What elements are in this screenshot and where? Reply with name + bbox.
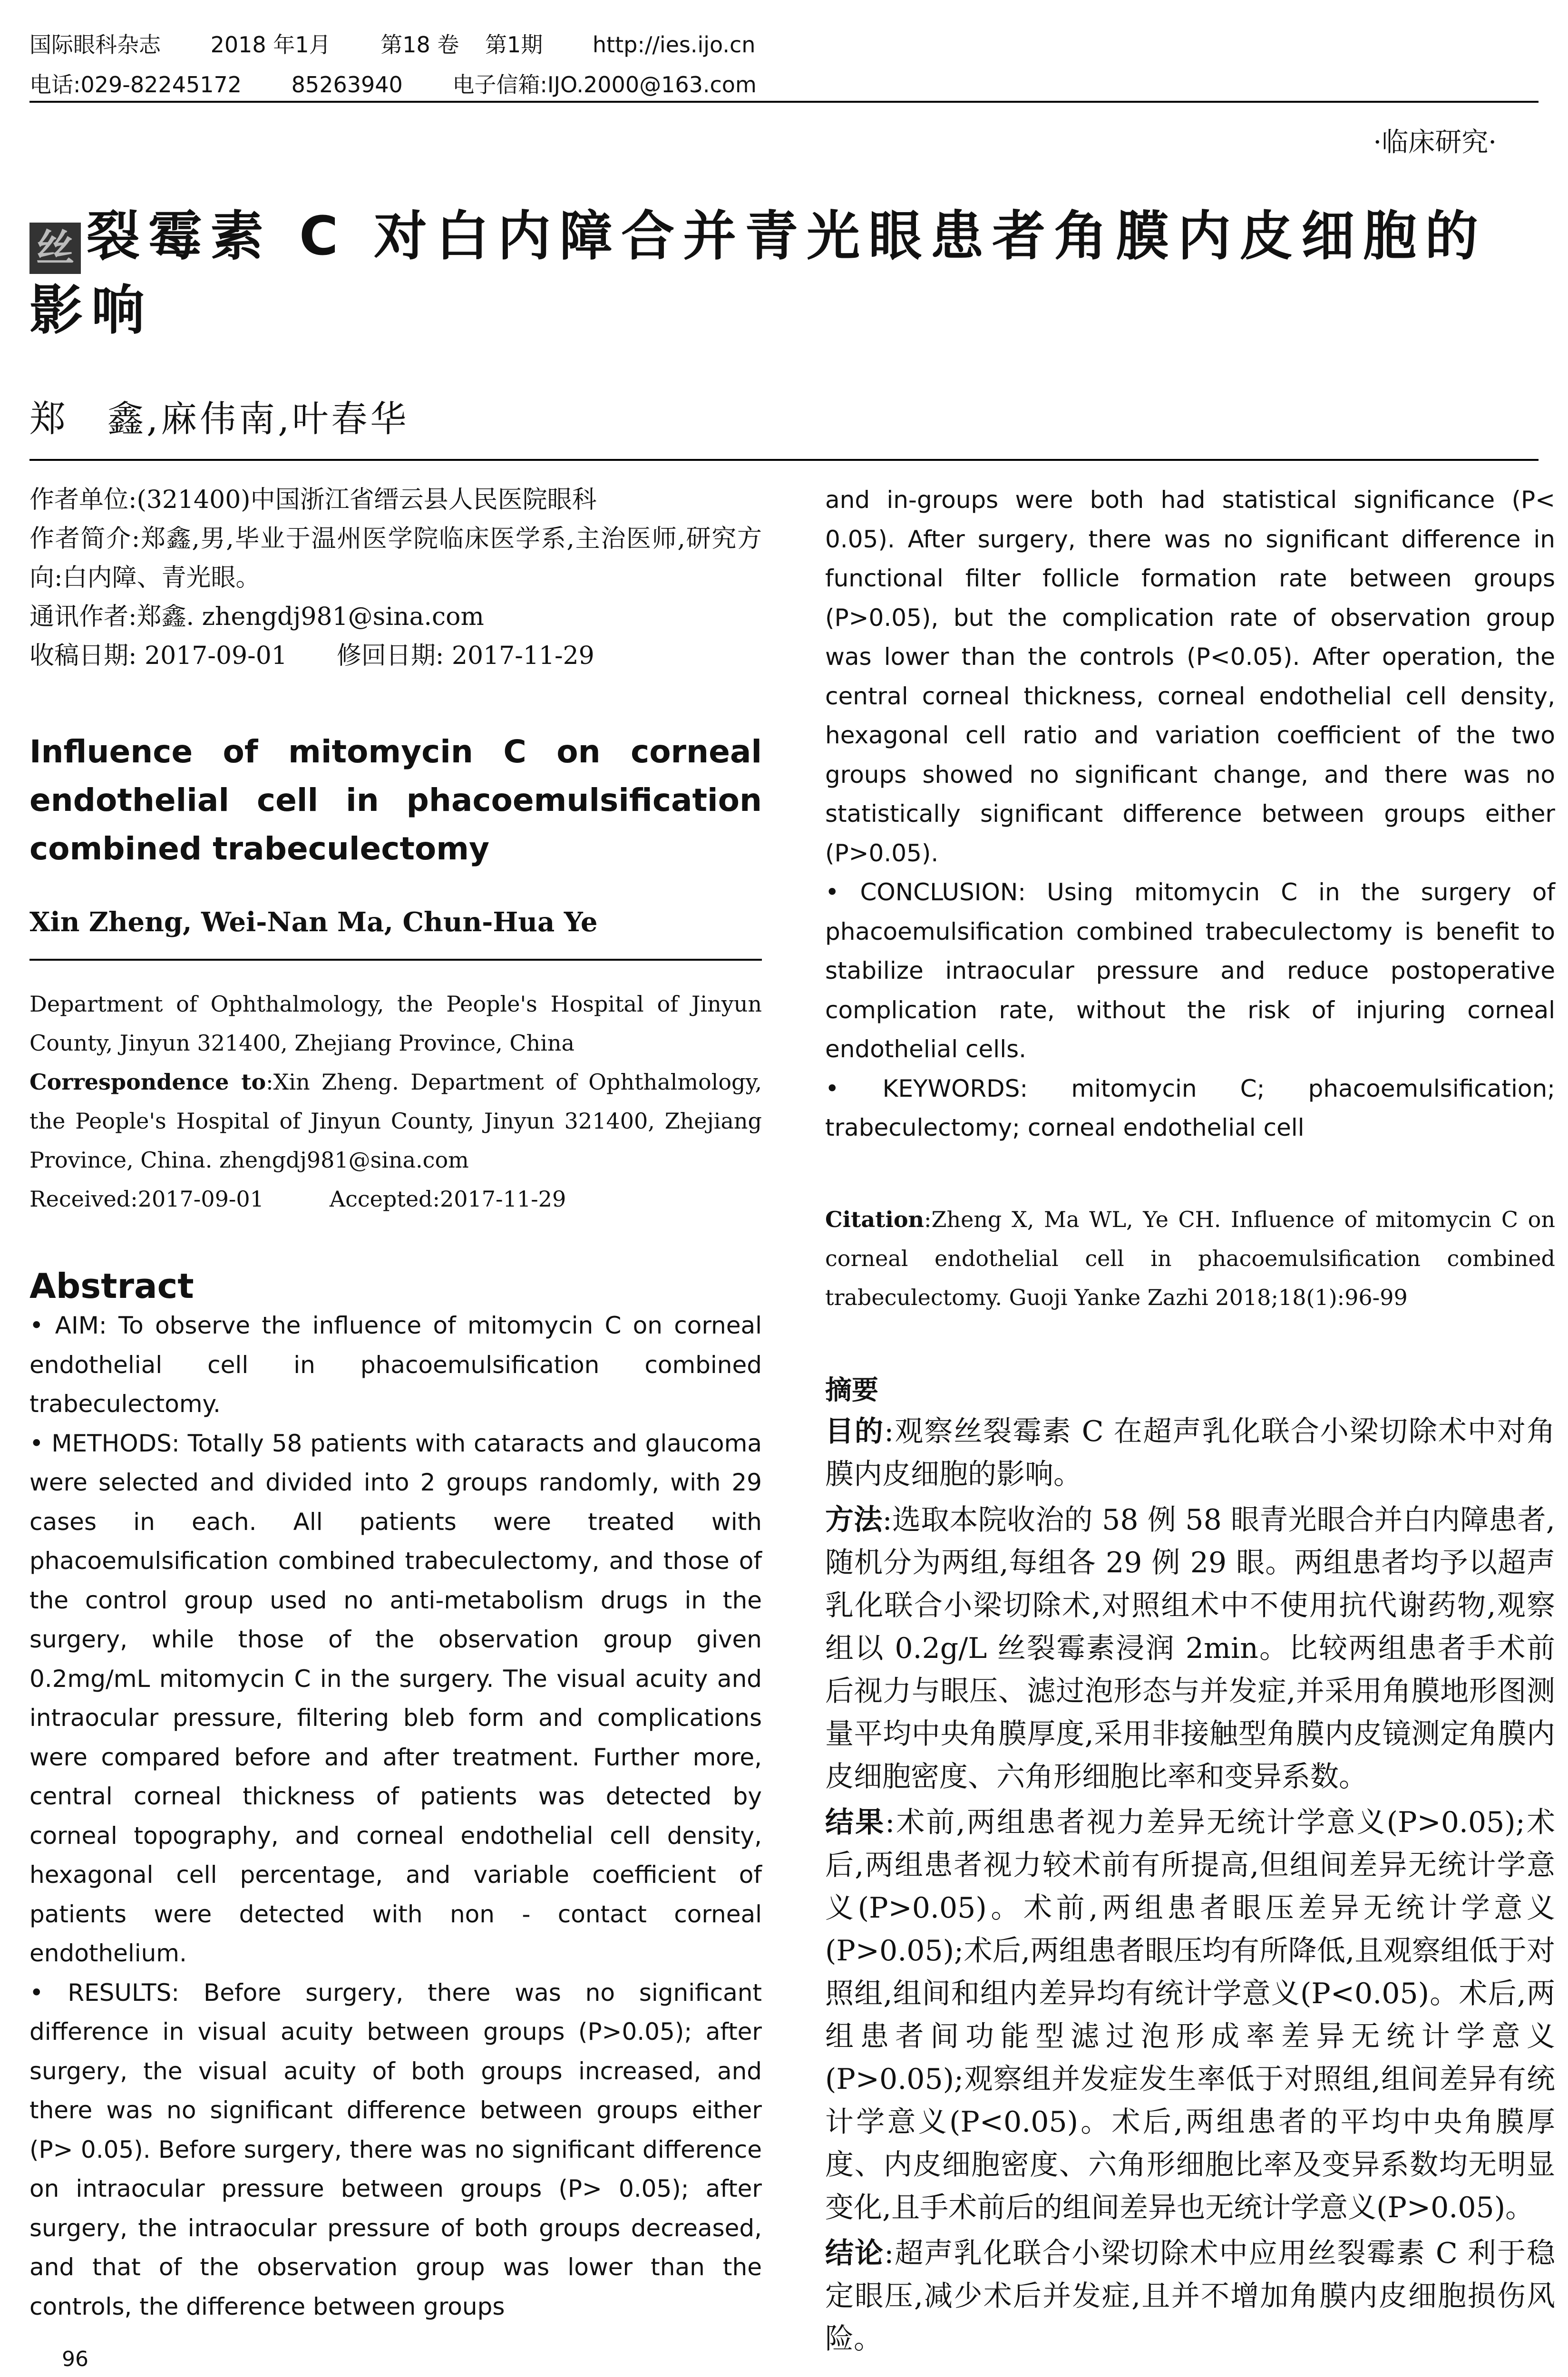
meta-cn-bio: 作者简介:郑鑫,男,毕业于温州医学院临床医学系,主治医师,研究方向:白内障、青光眼。 — [29, 525, 762, 592]
zhaiyao-methods-label: 方法 — [825, 1503, 883, 1537]
phone: 电话:029-82245172 — [29, 72, 242, 97]
issue: 第1期 — [485, 32, 543, 58]
email: 电子信箱:IJO.2000@163.com — [452, 72, 757, 97]
abstract-keywords: • KEYWORDS: mitomycin C; phacoemulsification; trabeculectomy; corneal endothelial cell — [825, 1074, 1555, 1141]
phone2: 85263940 — [291, 72, 403, 97]
zhaiyao-results-label: 结果 — [825, 1805, 886, 1839]
abstract-results: • RESULTS: Before surgery, there was no significant difference in visual acuity between groups (P>0.05); after surgery, the visual acuity of both groups increased, and there was no significant difference between groups either (P> 0.05). Before surgery, there was no significant difference on intraocular pressure between groups (P> 0.05); after surgery, the intraocular pressure of both groups decreased, and that of the observation group was lower than the controls, the difference between groups — [29, 1978, 762, 2320]
abstract-methods: • METHODS: Totally 58 patients with cataracts and glaucoma were selected and divided into 2 groups randomly, with 29 cases in each. All patients were treated with phacoemulsification combined trabeculectomy, and those of the control group used no anti-metabolism drugs in the surgery, while those of the observation group given 0.2mg/mL mitomycin C in the surgery. The visual acuity and intraocular pressure, filtering bleb form and complications were compared before and after treatment. Further more, central corneal thickness of patients was detected by corneal topography, and corneal endothelial cell density, hexagonal cell percentage, and variable coefficient of patients were detected with non - contact corneal endothelium. — [29, 1429, 762, 1967]
affiliation — [29, 984, 762, 1218]
chinese-abstract-heading: 摘要 — [825, 1374, 878, 1406]
title-rule — [29, 459, 1539, 461]
article-title — [29, 200, 1542, 348]
correspondence — [29, 1062, 762, 1179]
abstract-heading: Abstract — [29, 1266, 194, 1306]
zhaiyao-results-text: :术前,两组患者视力差异无统计学意义(P>0.05);术后,两组患者视力较术前有所提高,但组间差异无统计学意义(P>0.05)。术前,两组患者眼压差异无统计学意义(P>0.05);术后,两组患者眼压均有所降低,且观察组低于对照组,组间和组内差异均有统计学意义(P<0.05)。术后,两组患者间功能型滤过泡形成率差异无统计学意义(P>0.05);观察组并发症发生率低于对照组,组间差异有统计学意义(P<0.05)。术后,两组患者的平均中央角膜厚度、内皮细胞密度、六角形细胞比率及变异系数均无明显变化,且手术前后的组间差异也无统计学意义(P>0.05)。 — [825, 1805, 1555, 2224]
correspondence-label: Correspondence to — [29, 1069, 266, 1095]
meta-cn-correspondence: 通讯作者:郑鑫. zhengdj981@sina.com — [29, 603, 484, 631]
citation-label: Citation — [825, 1206, 924, 1232]
issue-date: 2018 年1月 — [210, 32, 331, 58]
english-title: Influence of mitomycin C on corneal endothelial cell in phacoemulsification combined trabeculectomy — [29, 733, 762, 867]
abstract-conclusion: • CONCLUSION: Using mitomycin C in the surgery of phacoemulsification combined trabeculectomy is benefit to stabilize intraocular pressure and reduce postoperative complication rate, without the risk of injuring corneal endothelial cells. — [825, 878, 1555, 1063]
left-column — [29, 480, 762, 2326]
correspondence-text: :Xin Zheng. Department of Ophthalmology, the People's Hospital of Jinyun County, Jinyun 321400, Zhejiang Province, China. zhengdj981@sina.com — [29, 1069, 762, 1173]
zhaiyao-aim-text: :观察丝裂霉素 C 在超声乳化联合小梁切除术中对角膜内皮细胞的影响。 — [825, 1414, 1555, 1491]
meta-cn-affiliation: 作者单位:(321400)中国浙江省缙云县人民医院眼科 — [29, 486, 597, 514]
journal-url: http://ies.ijo.cn — [592, 32, 756, 58]
zhaiyao-methods — [825, 1499, 1555, 1798]
zhaiyao-results — [825, 1801, 1555, 2229]
authors-cn: 郑 鑫,麻伟南,叶春华 — [29, 398, 409, 440]
meta-cn-dates: 收稿日期: 2017-09-01 修回日期: 2017-11-29 — [29, 642, 594, 670]
title-logo-glyph: 丝 — [29, 223, 81, 274]
zhaiyao-methods-text: :选取本院收治的 58 例 58 眼青光眼合并白内障患者,随机分为两组,每组各 29 例 29 眼。两组患者均予以超声乳化联合小梁切除术,对照组术中不使用抗代谢药物,观察组以 0.2g/L 丝裂霉素浸润 2min。比较两组患者手术前后视力与眼压、滤过泡形态与并发症,并采用角膜地形图测量平均中央角膜厚度,采用非接触型角膜内皮镜测定角膜内皮细胞密度、六角形细胞比率和变异系数。 — [825, 1503, 1556, 1793]
citation-text: :Zheng X, Ma WL, Ye CH. Influence of mitomycin C on corneal endothelial cell in phacoemulsification combined trabeculectomy. Guoji Yanke Zazhi 2018;18(1):96-99 — [825, 1206, 1555, 1310]
journal-header-line2 — [29, 68, 799, 99]
zhaiyao-conclusion — [825, 2232, 1555, 2360]
authors-rule — [29, 959, 762, 961]
header-rule — [29, 101, 1539, 103]
affiliation-text: Department of Ophthalmology, the People's Hospital of Jinyun County, Jinyun 321400, Zhejiang Province, China — [29, 991, 762, 1056]
zhaiyao-aim-label: 目的 — [825, 1414, 885, 1448]
section-tag: ·临床研究· — [1373, 127, 1497, 158]
received-accepted: Received:2017-09-01 Accepted:2017-11-29 — [29, 1186, 566, 1212]
zhaiyao-aim — [825, 1410, 1555, 1496]
page-number: 96 — [62, 2347, 88, 2371]
right-column — [825, 480, 1555, 2360]
title-text: 裂霉素 C 对白内障合并青光眼患者角膜内皮细胞的影响 — [29, 205, 1487, 341]
abstract-results-cont: and in-groups were both had statistical significance (P< 0.05). After surgery, there was no significant difference in functional filter follicle formation rate between groups (P>0.05), but the complication rate of observation group was lower than the controls (P<0.05). After operation, the central corneal thickness, corneal endothelial cell density, hexagonal cell ratio and variation coefficient of the two groups showed no significant change, and there was no statistically significant difference between groups either (P>0.05). — [825, 486, 1555, 867]
journal-name: 国际眼科杂志 — [29, 32, 161, 58]
volume: 第18 卷 — [380, 32, 459, 58]
zhaiyao-conclusion-text: :超声乳化联合小梁切除术中应用丝裂霉素 C 利于稳定眼压,减少术后并发症,且并不增加角膜内皮细胞损伤风险。 — [825, 2236, 1555, 2356]
zhaiyao-conclusion-label: 结论 — [825, 2236, 885, 2270]
journal-header-line1 — [29, 28, 798, 59]
english-authors: Xin Zheng, Wei-Nan Ma, Chun-Hua Ye — [29, 906, 598, 938]
abstract-aim: • AIM: To observe the influence of mitomycin C on corneal endothelial cell in phacoemulsification combined trabeculectomy. — [29, 1312, 762, 1418]
citation — [825, 1200, 1555, 1317]
